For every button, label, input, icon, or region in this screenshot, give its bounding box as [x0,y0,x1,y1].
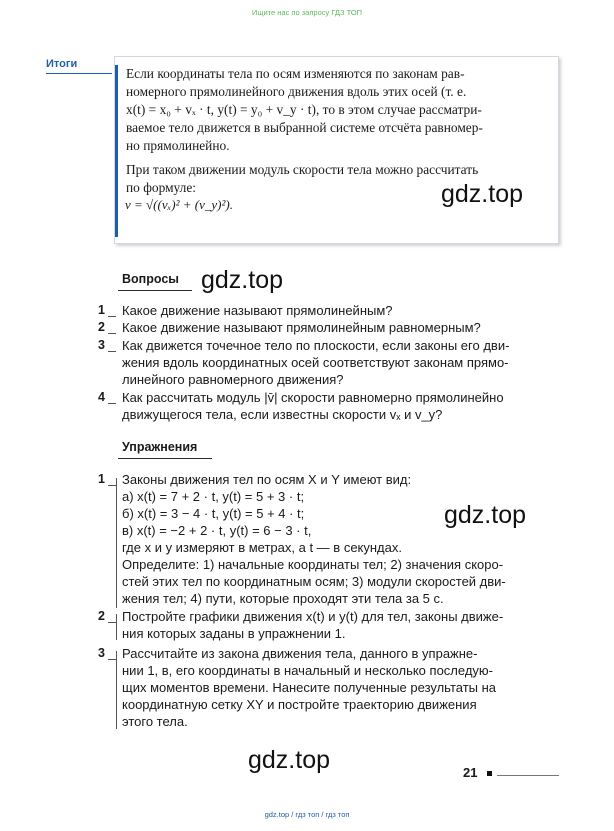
bottom-link[interactable]: gdz.top / гдз топ / гдз топ [264,810,350,819]
questions-heading-rule [118,290,192,291]
exercise-item [122,608,562,642]
number-tick [108,659,116,660]
number-tick [108,622,116,623]
exercise-line: б) x(t) = 3 − 4 · t, y(t) = 5 + 4 · t; [122,506,305,521]
summary-line: ваемое тело движется в выбранной системе отсчёта равномер- [126,120,483,135]
question-number: 2 [98,320,105,334]
top-link[interactable]: Ищите нас по запросу ГДЗ ТОП [251,8,363,17]
exercise-margin-bar [116,651,117,729]
question-item [122,389,562,423]
question-item [122,302,562,319]
exercise-line: координатную сетку XY и постройте траекторию движения [122,697,477,712]
summary-line: но прямолинейно. [126,138,230,153]
number-tick [108,333,116,334]
summary-label: Итоги [46,58,78,70]
speed-formula: v = √((vₓ)² + (v_y)²). [125,197,233,212]
number-tick [108,351,116,352]
exercise-line: Постройте графики движения x(t) и y(t) для тел, законы движе- [122,609,504,624]
summary-label-rule [46,73,112,74]
number-tick [108,485,116,486]
exercise-margin-bar [116,614,117,640]
exercise-line: где x и y измеряют в метрах, а t — в секундах. [122,540,402,555]
question-line: линейного равномерного движения? [122,372,344,387]
exercise-number: 3 [98,646,105,660]
questions-heading: Вопросы [122,272,179,286]
number-tick [108,316,116,317]
summary-line: по формуле: [126,180,196,195]
exercises-heading: Упражнения [122,440,198,454]
exercise-item [122,471,562,607]
watermark: gdz.top [444,501,527,529]
summary-line: x(t) = x₀ + vₓ · t, y(t) = y₀ + v_y · t), то в этом случае рассматри- [126,102,482,117]
exercise-line: щих моментов времени. Нанесите полученные результаты на [122,680,497,695]
summary-line: При таком движении модуль скорости тела можно рассчитать [126,162,479,177]
exercise-line: Определите: 1) начальные координаты тел; 2) значения скоро- [122,557,504,572]
summary-box [114,56,559,244]
exercise-number: 2 [98,609,105,623]
watermark: gdz.top [201,266,284,294]
exercise-line: Законы движения тел по осям X и Y имеют вид: [122,472,412,487]
number-tick [108,403,116,404]
question-number: 4 [98,390,105,404]
exercise-line: этого тела. [122,714,188,729]
exercise-line: в) x(t) = −2 + 2 · t, y(t) = 6 − 3 · t, [122,523,312,538]
exercise-line: ния которых заданы в упражнении 1. [122,626,346,641]
question-line: Какое движение называют прямолинейным? [122,303,393,318]
question-item [122,337,562,388]
question-line: движущегося тела, если известны скорости vₓ и v_y? [122,407,443,422]
question-line: Как движется точечное тело по плоскости, если законы его дви- [122,338,510,353]
watermark: gdz.top [441,180,524,208]
exercise-number: 1 [98,472,105,486]
question-item [122,319,562,336]
page-number-rule [497,775,559,776]
summary-accent-bar [115,65,118,237]
exercise-line: нии 1, в, его координаты в начальный и несколько последую- [122,663,493,678]
exercises-heading-rule [118,458,212,459]
page-number-marker [487,771,492,776]
summary-paragraph-1 [126,65,556,155]
question-line: Как рассчитать модуль |v̄| скорости равномерно прямолинейно [122,390,504,405]
exercise-margin-bar [116,478,117,608]
exercise-line: стей этих тел по координатным осям; 3) модули скоростей дви- [122,574,506,589]
page-number: 21 [463,765,478,780]
exercise-line: а) x(t) = 7 + 2 · t, y(t) = 5 + 3 · t; [122,489,305,504]
question-number: 3 [98,338,105,352]
summary-line: номерного прямолинейного движения вдоль этих осей (т. е. [126,84,467,99]
question-number: 1 [98,303,105,317]
question-line: жения вдоль координатных осей соответствуют законам прямо- [122,355,509,370]
exercise-item [122,645,562,730]
watermark: gdz.top [248,746,331,774]
exercise-line: жения тел; 4) пути, которые проходят эти тела за 5 с. [122,591,444,606]
exercise-line: Рассчитайте из закона движения тела, данного в упражне- [122,646,478,661]
summary-line: Если координаты тела по осям изменяются по законам рав- [126,66,465,81]
question-line: Какое движение называют прямолинейным равномерным? [122,320,481,335]
